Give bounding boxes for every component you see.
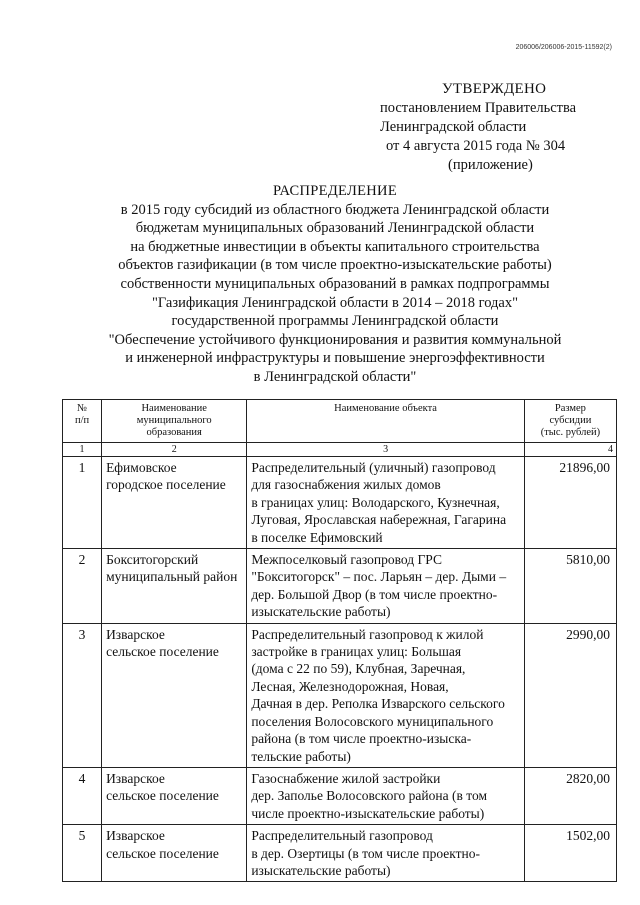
column-number: 1 <box>63 443 102 457</box>
table-row <box>63 457 617 549</box>
heading-line: объектов газификации (в том числе проектно-изыскательские работы) <box>118 257 552 274</box>
header-number: № п/п <box>63 400 102 443</box>
heading-line: на бюджетные инвестиции в объекты капитального строительства <box>130 238 540 255</box>
column-number: 3 <box>247 443 525 457</box>
subsidy-amount: 2820,00 <box>524 767 616 824</box>
table-row <box>63 549 617 624</box>
municipality-name: Изварское сельское поселение <box>102 767 247 824</box>
column-number: 2 <box>102 443 247 457</box>
document-heading <box>95 182 575 387</box>
document-id: 206006/206006-2015-11592(2) <box>515 44 612 51</box>
subsidy-table <box>62 399 617 882</box>
heading-title: РАСПРЕДЕЛЕНИЕ <box>273 183 397 199</box>
heading-line: "Газификация Ленинградской области в 2014 – 2018 годах" <box>151 294 519 311</box>
object-name: Распределительный газопровод в дер. Озертицы (в том числе проектно- изыскательские работы) <box>247 825 525 882</box>
subsidy-amount: 21896,00 <box>524 457 616 549</box>
row-number: 1 <box>63 457 102 549</box>
row-number: 3 <box>63 623 102 767</box>
municipality-name: Бокситогорский муниципальный район <box>102 549 247 624</box>
municipality-name: Ефимовское городское поселение <box>102 457 247 549</box>
table-row <box>63 825 617 882</box>
table-row <box>63 767 617 824</box>
row-number: 4 <box>63 767 102 824</box>
column-number-row <box>63 443 617 457</box>
table-header-row <box>63 400 617 443</box>
object-name: Газоснабжение жилой застройки дер. Заполье Волосовского района (в том числе проектно-изыскательские работы) <box>247 767 525 824</box>
approval-line-2: Ленинградской области <box>380 119 527 135</box>
approval-appendix: (приложение) <box>448 157 533 173</box>
object-name: Межпоселковый газопровод ГРС "Бокситогорск" – пос. Ларьян – дер. Дыми – дер. Большой Двор (в том числе проектно- изыскательские работы) <box>247 549 525 624</box>
object-name: Распределительный газопровод к жилой застройке в границах улиц: Большая (дома с 22 по 59), Клубная, Заречная, Лесная, Железнодорожная, Новая, Дачная в дер. Реполка Изварского сельского поселения Волосовского муниципального района (в том числе проектно-изыска- тельские работы) <box>247 623 525 767</box>
municipality-name: Изварское сельское поселение <box>102 623 247 767</box>
row-number: 2 <box>63 549 102 624</box>
header-municipality: Наименование муниципального образования <box>102 400 247 443</box>
heading-line: "Обеспечение устойчивого функционирования и развития коммунальной <box>108 331 562 348</box>
heading-line: в Ленинградской области" <box>253 368 417 385</box>
column-number: 4 <box>524 443 616 457</box>
heading-line: государственной программы Ленинградской области <box>171 313 499 330</box>
heading-line: в 2015 году субсидий из областного бюджета Ленинградской области <box>120 201 550 218</box>
municipality-name: Изварское сельское поселение <box>102 825 247 882</box>
table-row <box>63 623 617 767</box>
approval-line-1: постановлением Правительства <box>380 100 577 116</box>
header-amount: Размер субсидии (тыс. рублей) <box>524 400 616 443</box>
row-number: 5 <box>63 825 102 882</box>
subsidy-amount: 2990,00 <box>524 623 616 767</box>
approval-stamp <box>380 80 620 175</box>
heading-line: собственности муниципальных образований в рамках подпрограммы <box>120 275 550 292</box>
approval-date: от 4 августа 2015 года № 304 <box>386 138 566 154</box>
subsidy-amount: 1502,00 <box>524 825 616 882</box>
object-name: Распределительный (уличный) газопровод для газоснабжения жилых домов в границах улиц: Володарского, Кузнечная, Луговая, Ярославская набережная, Гагарина в поселке Ефимовский <box>247 457 525 549</box>
heading-line: бюджетам муниципальных образований Ленинградской области <box>135 220 535 237</box>
approval-title: УТВЕРЖДЕНО <box>442 81 547 97</box>
heading-line: и инженерной инфраструктуры и повышение энергоэффективности <box>125 350 545 367</box>
subsidy-amount: 5810,00 <box>524 549 616 624</box>
header-object: Наименование объекта <box>247 400 525 443</box>
